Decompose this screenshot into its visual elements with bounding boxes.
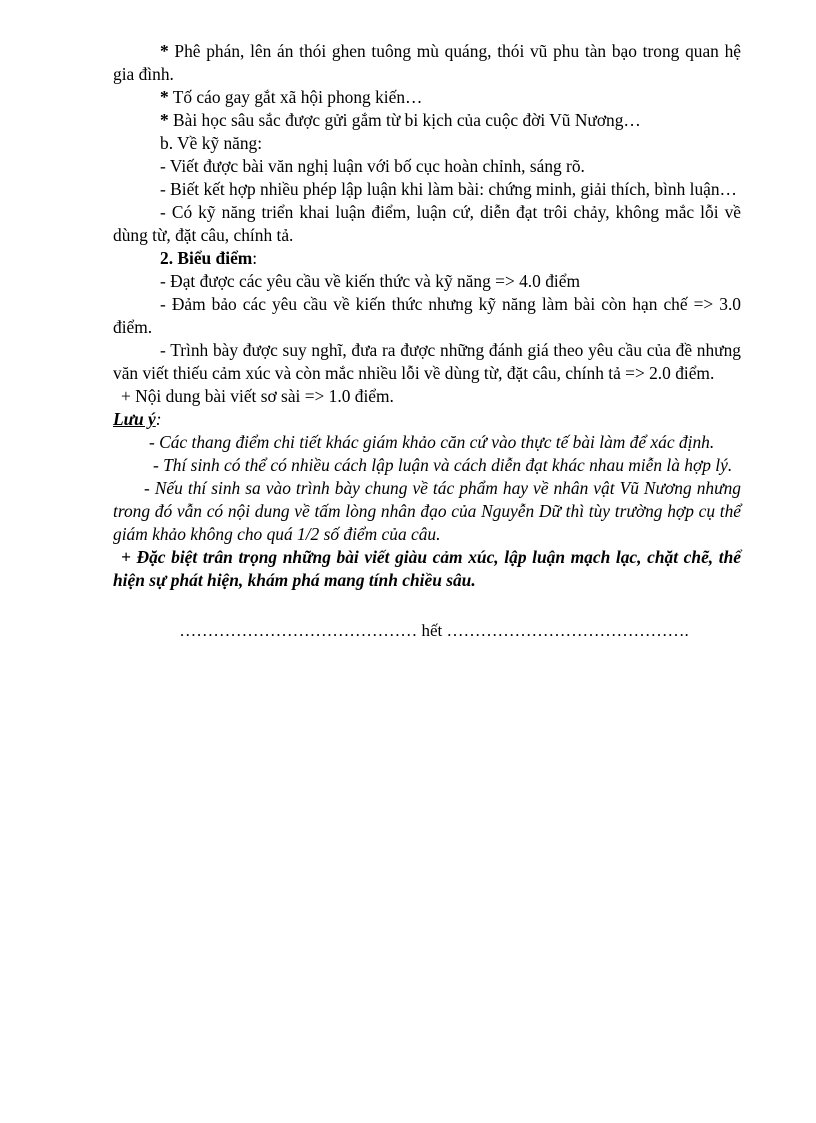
content-point-1 [113, 40, 741, 86]
bullet-star: * [160, 110, 169, 130]
document-page [113, 40, 741, 659]
score-item-4: + Nội dung bài viết sơ sài => 1.0 điểm. [121, 386, 394, 406]
skill-item-2: - Biết kết hợp nhiều phép lập luận khi làm bài: chứng minh, giải thích, bình luận… [160, 179, 737, 199]
content-point-3-text: Bài học sâu sắc được gửi gắm từ bi kịch của cuộc đời Vũ Nương… [168, 110, 641, 130]
skills-heading: b. Về kỹ năng: [160, 133, 263, 153]
score-item-2: - Đảm bảo các yêu cầu về kiến thức nhưng kỹ năng làm bài còn hạn chế => 3.0 điểm. [113, 294, 741, 337]
content-point-1-text: Phê phán, lên án thói ghen tuông mù quáng, thói vũ phu tàn bạo trong quan hệ gia đình. [113, 41, 741, 84]
content-point-2-text: Tố cáo gay gắt xã hội phong kiến… [168, 87, 423, 107]
note-heading [113, 408, 741, 431]
note-item-3: - Nếu thí sinh sa vào trình bày chung về tác phẩm hay về nhân vật Vũ Nương nhưng trong đó vẫn có nội dung về tấm lòng nhân đạo của Nguyễn Dữ thì tùy trường hợp cụ thể giám khảo không cho quá 1/2 số điểm của câu. [113, 478, 741, 544]
note-item-1: - Các thang điểm chi tiết khác giám khảo căn cứ vào thực tế bài làm để xác định. [149, 432, 715, 452]
bullet-star: * [160, 41, 169, 61]
score-heading-colon: : [252, 248, 258, 268]
score-item-1: - Đạt được các yêu cầu về kiến thức và kỹ năng => 4.0 điểm [160, 271, 580, 291]
skill-item-1: - Viết được bài văn nghị luận với bố cục hoàn chỉnh, sáng rõ. [160, 156, 585, 176]
score-heading-label: 2. Biểu điểm [160, 248, 253, 268]
note-item-2: - Thí sinh có thể có nhiều cách lập luận và cách diễn đạt khác nhau miễn là hợp lý. [153, 455, 733, 475]
score-heading [113, 247, 741, 270]
content-point-3 [113, 109, 741, 132]
end-dots-right: ……………………………………. [446, 621, 689, 640]
content-point-2 [113, 86, 741, 109]
end-marker [113, 619, 741, 642]
score-item-3: - Trình bày được suy nghĩ, đưa ra được những đánh giá theo yêu cầu của đề nhưng văn viết thiếu cảm xúc và còn mắc nhiều lỗi về dùng từ, đặt câu, chính tả => 2.0 điểm. [113, 340, 741, 383]
end-word: hết [417, 621, 447, 640]
skill-item-3: - Có kỹ năng triển khai luận điểm, luận cứ, diễn đạt trôi chảy, không mắc lỗi về dùng từ, đặt câu, chính tả. [113, 202, 741, 245]
end-dots-left: …………………………………… [179, 621, 418, 640]
note-item-4: + Đặc biệt trân trọng những bài viết giàu cảm xúc, lập luận mạch lạc, chặt chẽ, thể hiện sự phát hiện, khám phá mang tính chiều sâu. [113, 547, 741, 590]
bullet-star: * [160, 87, 169, 107]
note-heading-label: Lưu ý [113, 409, 156, 429]
note-heading-colon: : [155, 409, 162, 429]
